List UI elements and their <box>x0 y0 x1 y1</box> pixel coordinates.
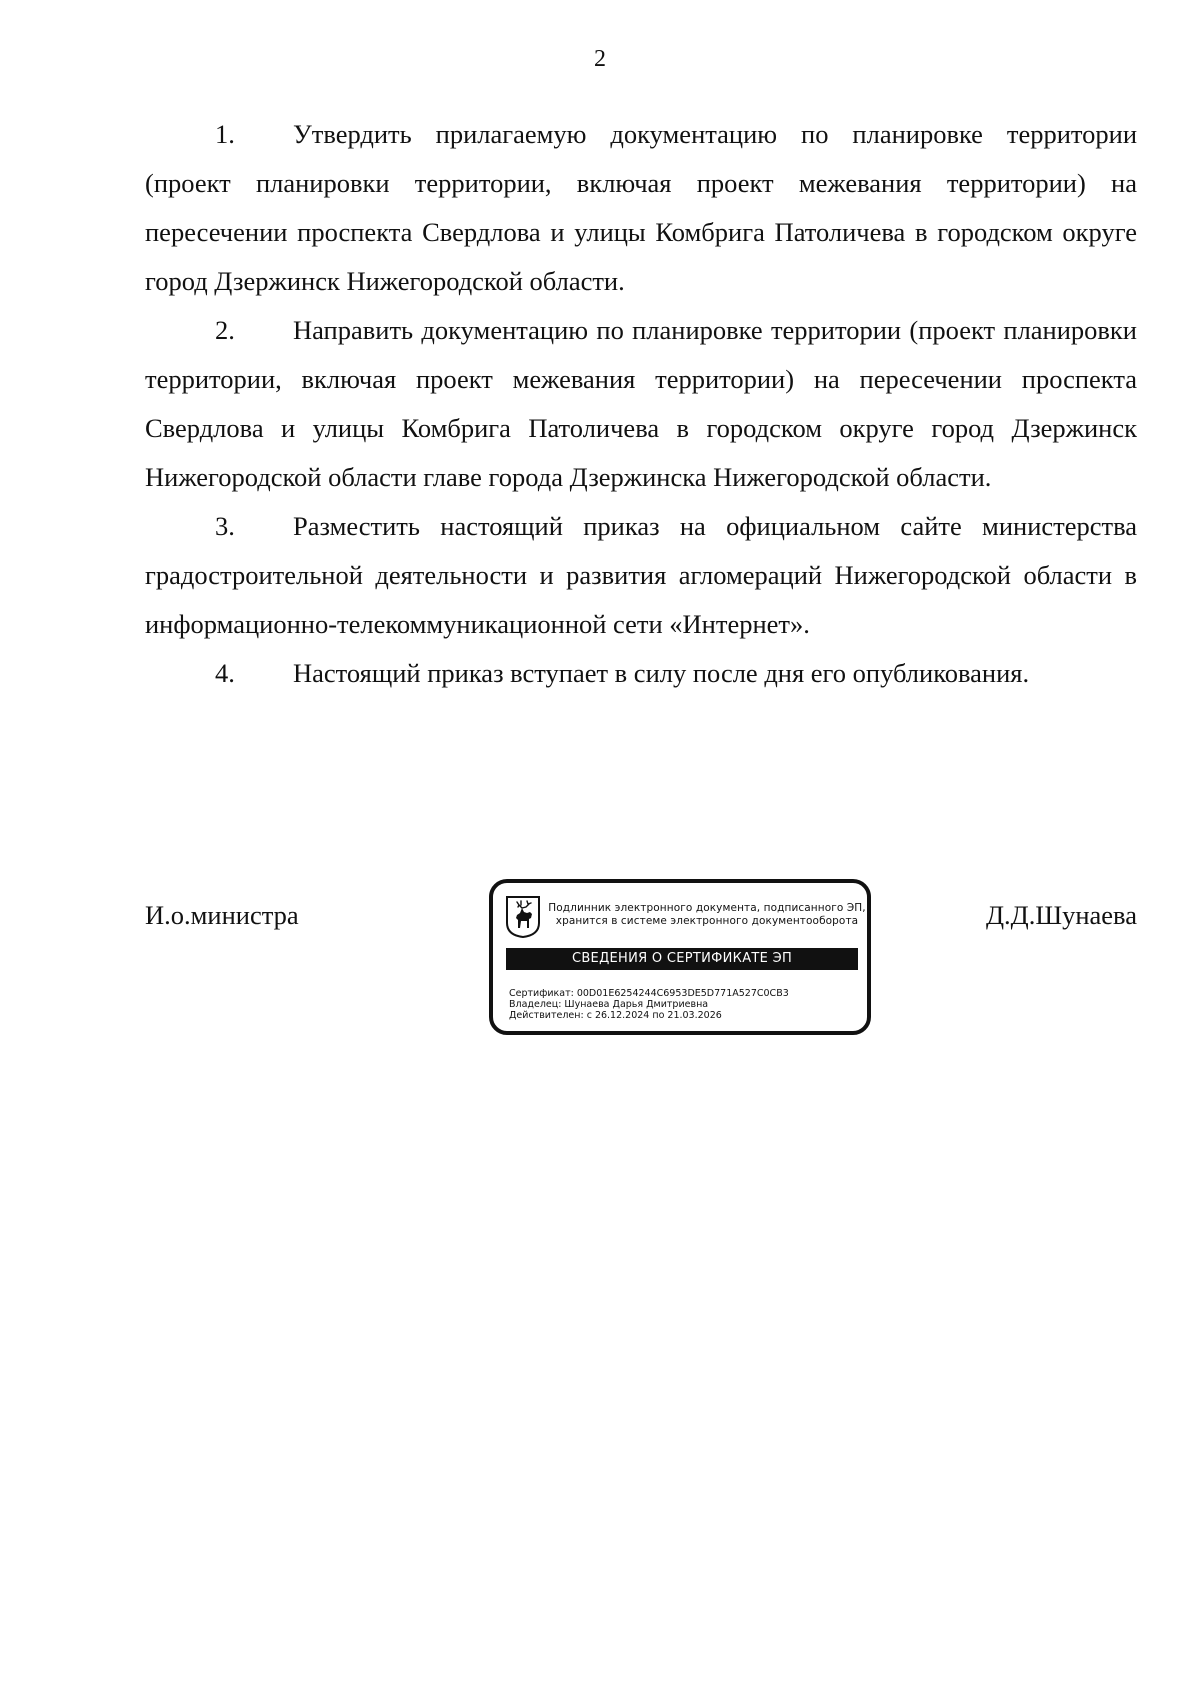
deer-emblem-icon <box>505 895 541 939</box>
signatory-position: И.о.министра <box>145 900 299 930</box>
paragraph-2 <box>145 306 1137 502</box>
paragraph-number: 2. <box>215 315 235 345</box>
paragraph-text: Настоящий приказ вступает в силу после дня его опубликования. <box>293 658 1030 688</box>
certificate-info-title: СВЕДЕНИЯ О СЕРТИФИКАТЕ ЭП <box>506 948 858 970</box>
certificate-validity: Действителен: с 26.12.2024 по 21.03.2026 <box>509 1010 722 1021</box>
certificate-details <box>509 988 859 1021</box>
document-body <box>145 110 1137 698</box>
stamp-header <box>543 902 871 928</box>
paragraph-number: 3. <box>215 511 235 541</box>
certificate-number: Сертификат: 00D01E6254244C6953DE5D771A527C0CB3 <box>509 988 789 999</box>
paragraph-text: Направить документацию по планировке территории (проект планировки территории, включая проект межевания территории) на пересечении проспекта Свердлова и улицы Комбрига Патоличева в городском округе город Дзержинск Нижегородской области главе города Дзержинска Нижегородской области. <box>145 315 1137 492</box>
certificate-owner: Владелец: Шунаева Дарья Дмитриевна <box>509 999 709 1010</box>
paragraph-number: 1. <box>215 119 235 149</box>
paragraph-text: Разместить настоящий приказ на официальном сайте министерства градостроительной деятельности и развития агломераций Нижегородской области в информационно-телекоммуникационной сети «Интернет». <box>145 511 1137 639</box>
electronic-signature-stamp <box>489 879 871 1035</box>
stamp-header-line: Подлинник электронного документа, подписанного ЭП, <box>548 902 866 914</box>
paragraph-text: Утвердить прилагаемую документацию по планировке территории (проект планировки территории, включая проект межевания территории) на пересечении проспекта Свердлова и улицы Комбрига Патоличева в городском округе город Дзержинск Нижегородской области. <box>145 119 1137 296</box>
stamp-header-line: хранится в системе электронного документооборота <box>555 915 859 927</box>
page-number: 2 <box>594 46 606 72</box>
paragraph-4 <box>145 649 1137 698</box>
signatory-name: Д.Д.Шунаева <box>985 900 1137 930</box>
paragraph-3 <box>145 502 1137 649</box>
paragraph-1 <box>145 110 1137 306</box>
paragraph-number: 4. <box>215 658 235 688</box>
